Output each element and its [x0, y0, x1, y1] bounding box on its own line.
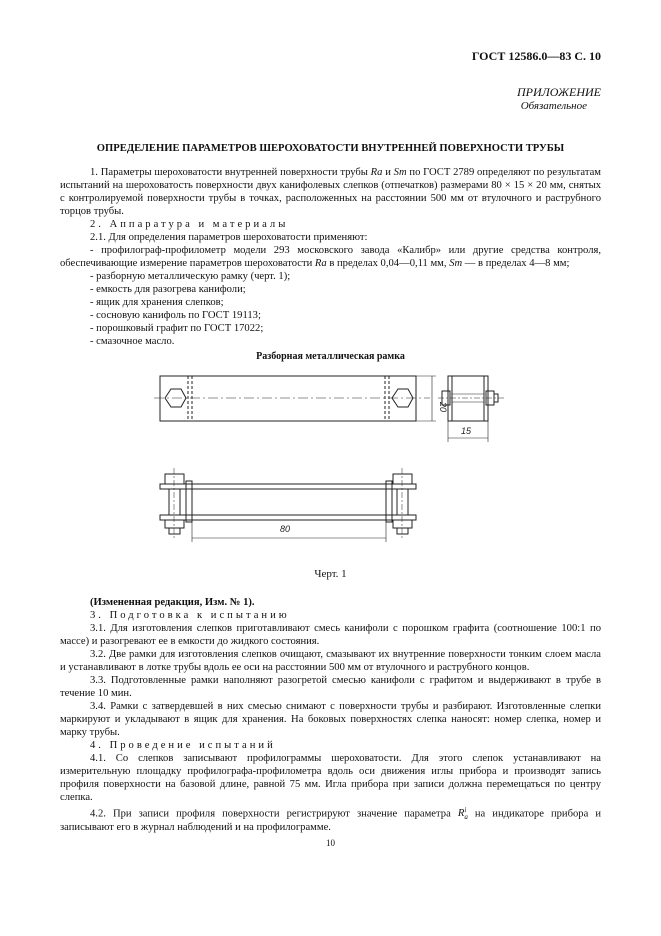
list-item: - смазочное масло. [90, 336, 175, 347]
text: 1. Параметры шероховатости внутренней поверхности трубы [90, 167, 371, 178]
superscript: i [464, 806, 467, 814]
page-title: ОПРЕДЕЛЕНИЕ ПАРАМЕТРОВ ШЕРОХОВАТОСТИ ВНУТРЕННЕЙ ПОВЕРХНОСТИ ТРУБЫ [96, 143, 565, 154]
text: и [382, 167, 394, 178]
list-item: - разборную металлическую рамку (черт. 1); [90, 271, 291, 282]
top-view [154, 376, 436, 421]
dim-width-label: 15 [461, 426, 472, 436]
paragraph-4-2 [60, 807, 601, 834]
subscript: a [464, 813, 468, 821]
paragraph-2-1: 2.1. Для определения параметров шероховатости применяют: [90, 232, 368, 243]
section-2-heading: 2. Аппаратура и материалы [90, 219, 289, 230]
document-header: ГОСТ 12586.0—83 С. 10 [471, 49, 601, 63]
paragraph-4-1: 4.1. Со слепков записывают профилограммы шероховатости. Для этого слепок устанавливают на измерительную площадку профилографа-профилометра вдоль оси движения иглы прибора и производят запись профиля поверхности на базовой длине, равной 75 мм. Игла прибора при записи должна перемещаться по центру слепка. [60, 753, 601, 803]
paragraph-3-2: 3.2. Две рамки для изготовления слепков очищают, смазывают их внутренние поверхности тонким слоем масла и устанавливают в лотке трубы вдоль ее оси на расстоянии 500 мм от втулочного и раструбного концов. [60, 649, 601, 673]
text: на индикаторе прибора и записывают его в журнал наблюдений и на профилограмме. [60, 808, 601, 833]
symbol-sm: Sm [393, 167, 407, 178]
section-3-4 [60, 596, 601, 834]
paragraph-3-4: 3.4. Рамки с затвердевшей в них смесью снимают с поверхности трубы и разбирают. Изготовленные слепки маркируют и укладывают в ящик для хранения. На боковых поверхностях слепка наносят: номер слепка, номер и марку трубы. [60, 701, 601, 738]
text: 4.2. При записи профиля поверхности регистрируют значение параметра [90, 808, 458, 820]
text: - профилограф-профилометр модели 293 московского завода «Калибр» или другие средства контроля, обеспечивающие измерение параметров шероховатости [60, 245, 601, 269]
dim-length-label: 80 [280, 524, 291, 534]
text: по ГОСТ 2789 определяют по результатам испытаний на шероховатость поверхности двух канифолевых слепков (отпечатков) размерами 80 × 15 × 20 мм, снятых с контролируемой поверхности трубы в точках, расположенных на расстоянии 500 мм от втулочного и раструбного торцов трубы. [60, 167, 602, 217]
list-item: - ящик для хранения слепков; [90, 297, 224, 308]
figure-caption: Черт. 1 [314, 568, 347, 580]
appendix-status: Обязательное [520, 100, 587, 112]
side-view [438, 376, 505, 442]
symbol-ra-i [458, 808, 468, 819]
paragraph-1 [60, 166, 601, 218]
dim-height-label: 20 [438, 402, 448, 413]
text: в пределах 0,04—0,11 мм, [326, 258, 450, 269]
page-number: 10 [326, 838, 335, 848]
paragraph-3-1: 3.1. Для изготовления слепков приготавливают смесь канифоли с порошком графита (соотношение 100:1 по массе) и разогревают ее в емкости до жидкого состояния. [60, 623, 601, 647]
list-item: - порошковый графит по ГОСТ 17022; [90, 323, 264, 334]
symbol-ra: Ra [314, 258, 327, 269]
appendix-label: ПРИЛОЖЕНИЕ [517, 85, 601, 99]
paragraph-3-3: 3.3. Подготовленные рамки наполняют разогретой смесью канифоли с графитом и выдерживают в трубе в течение 10 мин. [60, 675, 601, 699]
symbol: R [457, 808, 465, 820]
text: — в пределах 4—8 мм; [462, 258, 570, 269]
section-1-2 [60, 166, 601, 348]
list-item: - емкость для разогрева канифоли; [90, 284, 246, 295]
symbol-ra: Ra [370, 167, 383, 178]
section-3-heading: 3. Подготовка к испытанию [90, 610, 290, 621]
list-item [60, 244, 601, 270]
frame-drawing [150, 360, 530, 560]
amendment-note: (Измененная редакция, Изм. № 1). [90, 597, 255, 608]
list-item: - сосновую канифоль по ГОСТ 19113; [90, 310, 261, 321]
section-4-heading: 4. Проведение испытаний [90, 740, 276, 751]
figure-title: Разборная металлическая рамка [256, 351, 405, 362]
symbol-sm: Sm [449, 258, 463, 269]
